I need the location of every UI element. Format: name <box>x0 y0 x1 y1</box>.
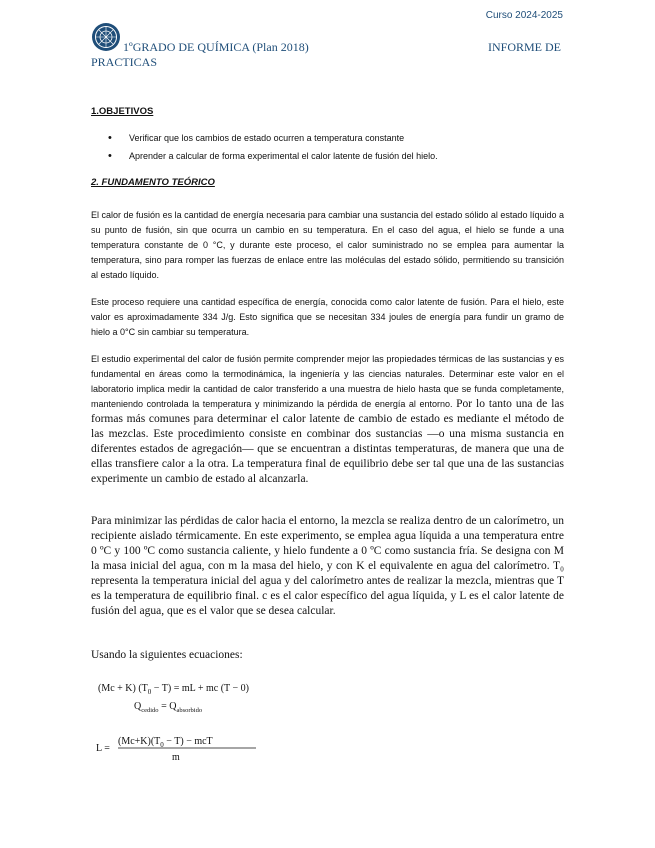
eq-text: (Mc + K) (T <box>98 683 148 694</box>
report-label-2: PRACTICAS <box>91 55 158 69</box>
paragraph-calorimeter: Para minimizar las pérdidas de calor hacia el entorno, la mezcla se realiza dentro de un calorímetro, un recipiente aislado térmicamente. En este experimento, se emplea agua líquida a una temperatura entre 0 ºC y 100 ºC como sustancia caliente, y hielo fundente a 0 ºC como sustancia fría. Se designa con M la masa inicial del agua, con m la masa del hielo, y con K el equivalente en agua del calorímetro. T₀ representa la temperatura inicial del agua y del calorímetro antes de realizar la mezcla, mientras que T es la temperatura de equilibrio final. c es el calor específico del agua líquida, y L es el calor latente de fusión del agua, que es el valor que se desea calcular. <box>91 515 564 617</box>
document-header <box>91 40 561 70</box>
objectives-title: 1.OBJETIVOS <box>91 106 154 117</box>
svg-text:(Mc+K)(T0 − T) − mcT <box>118 736 213 749</box>
eq-text: = Q <box>158 701 177 712</box>
paragraph-heat-of-fusion: El calor de fusión es la cantidad de energía necesaria para cambiar una sustancia del estado sólido al estado líquido a su punto de fusión, sin que ocurra un cambio en su temperatura. En el caso del agua, el hielo se funde a una temperatura constante de 0 °C, y durante este proceso, el calor suministrado no se emplea para aumentar la temperatura, sino para romper las fuerzas de enlace entre las moléculas del estado sólido, permitiendo su transición al estado líquido. <box>91 210 564 280</box>
eq-sub: cedido <box>141 707 159 714</box>
paragraph-latent-heat: Este proceso requiere una cantidad específica de energía, conocida como calor latente de fusión. Para el hielo, este valor es aproximadamente 334 J/g. Esto significa que se necesitan 334 joules de energía para fundir un gramo de hielo a 0°C sin cambiar su temperatura. <box>91 297 564 337</box>
eq-text: − T) − mcT <box>163 736 213 747</box>
degree-title: 1ºGRADO DE QUÍMICA (Plan 2018) <box>123 40 309 54</box>
svg-text:Qcedido = Qabsorbido <box>134 701 202 714</box>
paragraph-part: El estudio experimental del calor de fusión permite comprender mejor las propiedades térmicas de las sustancias y es fundamental en áreas como la termodinámica, la ingeniería y las ciencias naturales. Determinar este valor en el laboratorio implica medir la cantidad de calor transferido a una muestra de hielo hasta que se funda completamente, manteniendo controlada la temperatura y minimizando la pérdida de energía al entorno. <box>91 354 564 409</box>
eq-text: − T) = mL + mc (T − 0) <box>151 683 249 694</box>
objectives-list <box>108 132 438 168</box>
report-label: INFORME DE <box>487 40 561 54</box>
list-item: • Aprender a calcular de forma experimental el calor latente de fusión del hielo. <box>108 150 438 168</box>
paragraph-experimental-study <box>91 352 564 487</box>
eq-sub: 0 <box>147 688 152 696</box>
paragraph-equations-intro: Usando la siguientes ecuaciones: <box>91 649 243 661</box>
theory-title: 2. FUNDAMENTO TEÓRICO <box>91 177 215 188</box>
paragraph-part: Por lo tanto una de las formas más comunes para determinar el calor latente de cambio de estado es mediante el método de las mezclas. Este procedimiento consiste en combinar dos sustancias —o una misma sustancia en diferentes estados de agregación— que se encuentran a distintas temperaturas, de manera que una de ellas transfiere calor a la otra. La temperatura final de equilibrio debe ser tal que una de las sustancias experimente un cambio de estado al alcanzarla. <box>91 398 564 485</box>
course-year: Curso 2024-2025 <box>485 10 563 21</box>
equation-heat-balance <box>96 678 296 718</box>
list-item: • Verificar que los cambios de estado ocurren a temperatura constante <box>108 132 438 150</box>
svg-text:(Mc + K) (T0 − T) = mL + mc (T <box>98 683 249 696</box>
eq-sub: absorbido <box>176 707 203 714</box>
eq-sub: 0 <box>160 741 164 749</box>
eq-text: L = <box>96 743 110 754</box>
eq-text: Q <box>134 701 142 712</box>
eq-text: (Mc+K)(T <box>118 736 161 747</box>
eq-text: m <box>172 752 180 763</box>
equation-latent-heat <box>96 732 286 768</box>
